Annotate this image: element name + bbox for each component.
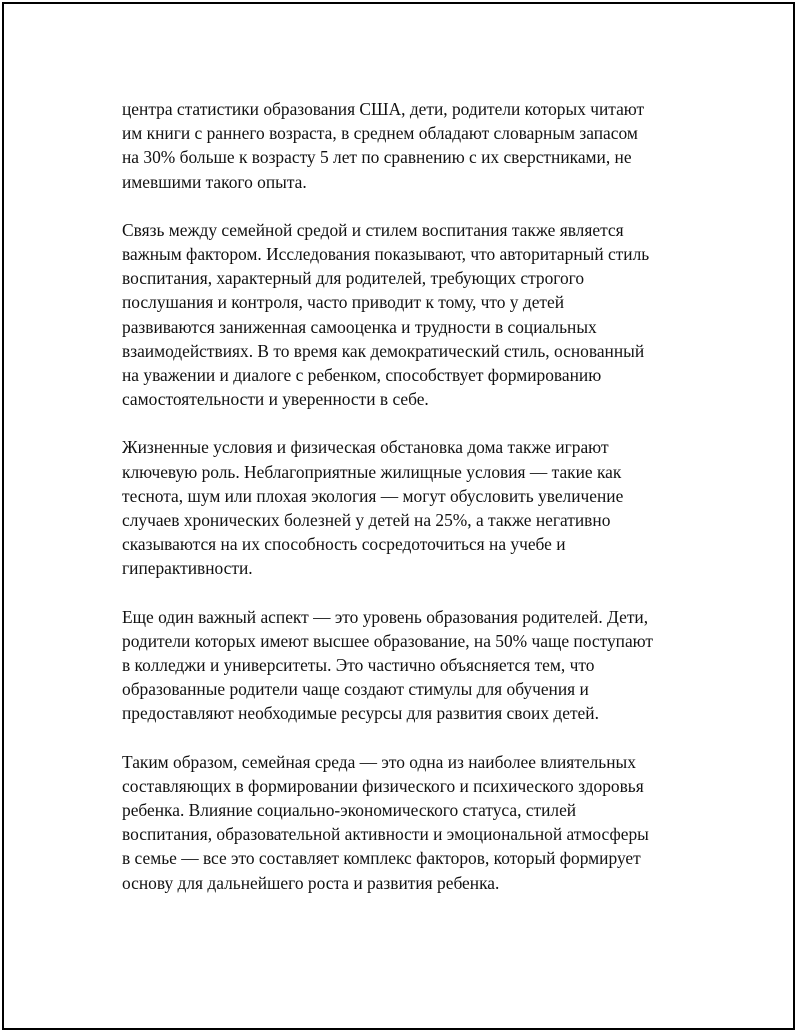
page-frame: [2, 2, 795, 1030]
paragraph-intro-continuation: центра статистики образования США, дети, родители которых читают им книги с раннего возраста, в среднем обладают словарным запасом на 30% больше к возрасту 5 лет по сравнению с их сверстниками, не имевшими такого опыта.: [122, 99, 645, 192]
paragraph-parenting-style: Связь между семейной средой и стилем воспитания также является важным фактором. Исследования показывают, что авторитарный стиль воспитания, характерный для родителей, требующих строгого послушания и контроля, часто приводит к тому, что у детей развиваются заниженная самооценка и трудности в социальных взаимодействиях. В то время как демократический стиль, основанный на уважении и диалоге с ребенком, способствует формированию самостоятельности и уверенности в себе.: [122, 219, 650, 410]
paragraph-living-conditions: Жизненные условия и физическая обстановка дома также играют ключевую роль. Неблагоприятные жилищные условия — такие как теснота, шум или плохая экология — могут обусловить увеличение случаев хронических болезней у детей на 25%, а также негативно сказываются на их способность сосредоточиться на учебе и гиперактивности.: [122, 437, 624, 579]
page-body: [122, 97, 692, 919]
paragraph-parent-education: Еще один важный аспект — это уровень образования родителей. Дети, родители которых имеют высшее образование, на 50% чаще поступают в колледжи и университеты. Это частично объясняется тем, что образованные родители чаще создают стимулы для обучения и предоставляют необходимые ресурсы для развития своих детей.: [122, 606, 654, 724]
paragraph-conclusion: Таким образом, семейная среда — это одна из наиболее влиятельных составляющих в формировании физического и психического здоровья ребенка. Влияние социально-экономического статуса, стилей воспитания, образовательной активности и эмоциональной атмосферы в семье — все это составляет комплекс факторов, который формирует основу для дальнейшего роста и развития ребенка.: [122, 751, 649, 893]
